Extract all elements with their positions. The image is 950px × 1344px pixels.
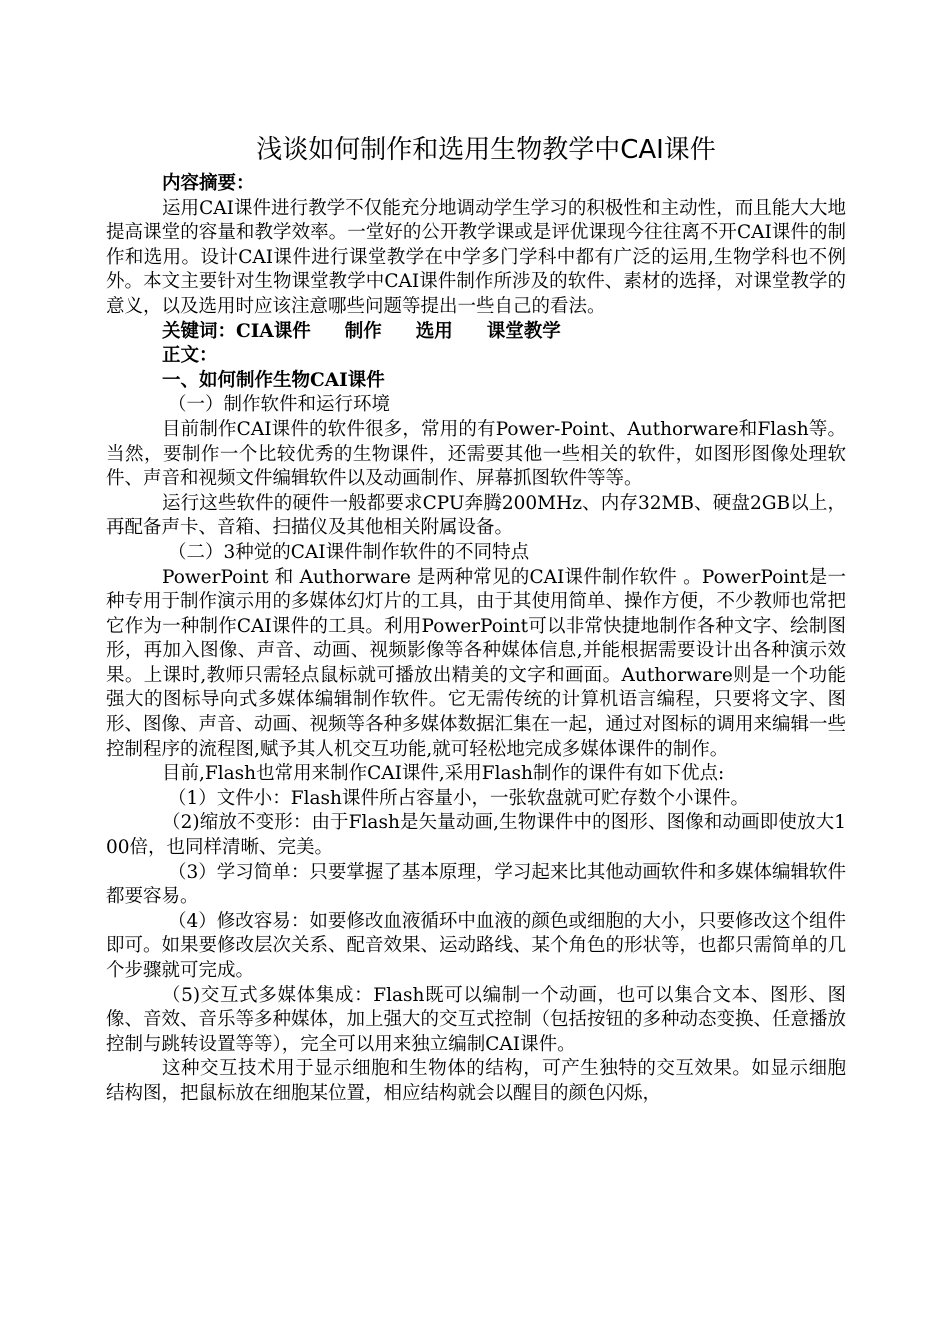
list-item: （2)缩放不变形：由于Flash是矢量动画,生物课件中的图形、图像和动画即使放大100倍，也同样清晰、完美。 <box>106 812 846 859</box>
abstract-text: 运用CAI课件进行教学不仅能充分地调动学生学习的积极性和主动性，而且能大大地提高课堂的容量和教学效率。一堂好的公开教学课或是评优课现今往往离不开CAI课件的制作和选用。设计CAI课件进行课堂教学在中学多门学科中都有广泛的运用,生物学科也不例外。本文主要针对生物课堂教学中CAI课件制作所涉及的软件、素材的选择，对课堂教学的意义，以及选用时应该注意哪些问题等提出一些自己的看法。 <box>106 197 846 317</box>
keywords-line <box>106 320 846 345</box>
paragraph: PowerPoint 和 Authorware 是两种常见的CAI课件制作软件 。PowerPoint是一种专用于制作演示用的多媒体幻灯片的工具，由于其使用简单、操作方便，不少教师也常把它作为一种制作CAI课件的工具。利用PowerPoint可以非常快捷地制作各种文字、绘制图形，再加入图像、声音、动画、视频影像等各种媒体信息,并能根据需要设计出各种演示效果。上课时,教师只需轻点鼠标就可播放出精美的文字和画面。Authorware则是一个功能强大的图标导向式多媒体编辑制作软件。它无需传统的计算机语言编程，只要将文字、图形、图像、声音、动画、视频等各种多媒体数据汇集在一起，通过对图标的调用来编辑一些控制程序的流程图,赋予其人机交互功能,就可轻松地完成多媒体课件的制作。 <box>106 566 847 760</box>
list-item: （5)交互式多媒体集成：Flash既可以编制一个动画，也可以集合文本、图形、图像、音效、音乐等多种媒体，加上强大的交互式控制（包括按钮的多种动态变换、任意播放控制与跳转设置等等），完全可以用来独立编制CAI课件。 <box>106 984 847 1055</box>
body-heading: 正文： <box>162 345 218 367</box>
document-title: 浅谈如何制作和选用生物教学中CAI课件 <box>256 135 716 165</box>
keywords-label: 关键词：CIA课件 <box>162 320 311 342</box>
subsection-heading: （二）3种觉的CAI课件制作软件的不同特点 <box>168 541 530 563</box>
list-item: （3）学习简单：只要掌握了基本原理，学习起来比其他动画软件和多媒体编辑软件都要容易。 <box>106 861 846 908</box>
keyword: 制作 <box>344 320 382 342</box>
subsection-heading: （一）制作软件和运行环境 <box>168 394 391 416</box>
keyword: 选用 <box>415 320 453 342</box>
paragraph: 运行这些软件的硬件一般都要求CPU奔腾200MHz、内存32MB、硬盘2GB以上，再配备声卡、音箱、扫描仪及其他相关附属设备。 <box>106 492 846 539</box>
paragraph: 目前制作CAI课件的软件很多，常用的有Power-Point、Authorware和Flash等。当然，要制作一个比较优秀的生物课件，还需要其他一些相关的软件，如图形图像处理软件、声音和视频文件编辑软件以及动画制作、屏幕抓图软件等等。 <box>106 418 846 490</box>
document-page <box>106 128 846 1107</box>
section-heading: 一、如何制作生物CAI课件 <box>162 369 385 391</box>
abstract-heading: 内容摘要： <box>162 173 255 194</box>
paragraph: 目前,Flash也常用来制作CAI课件,采用Flash制作的课件有如下优点: <box>162 763 725 785</box>
paragraph: 这种交互技术用于显示细胞和生物体的结构，可产生独特的交互效果。如显示细胞结构图，把鼠标放在细胞某位置，相应结构就会以醒目的颜色闪烁， <box>106 1058 846 1104</box>
list-item: （4）修改容易：如要修改血液循环中血液的颜色或细胞的大小，只要修改这个组件即可。如果要修改层次关系、配音效果、运动路线、某个角色的形状等，也都只需简单的几个步骤就可完成。 <box>106 910 847 981</box>
keyword: 课堂教学 <box>486 320 561 342</box>
list-item: （1）文件小：Flash课件所占容量小，一张软盘就可贮存数个小课件。 <box>168 787 749 809</box>
